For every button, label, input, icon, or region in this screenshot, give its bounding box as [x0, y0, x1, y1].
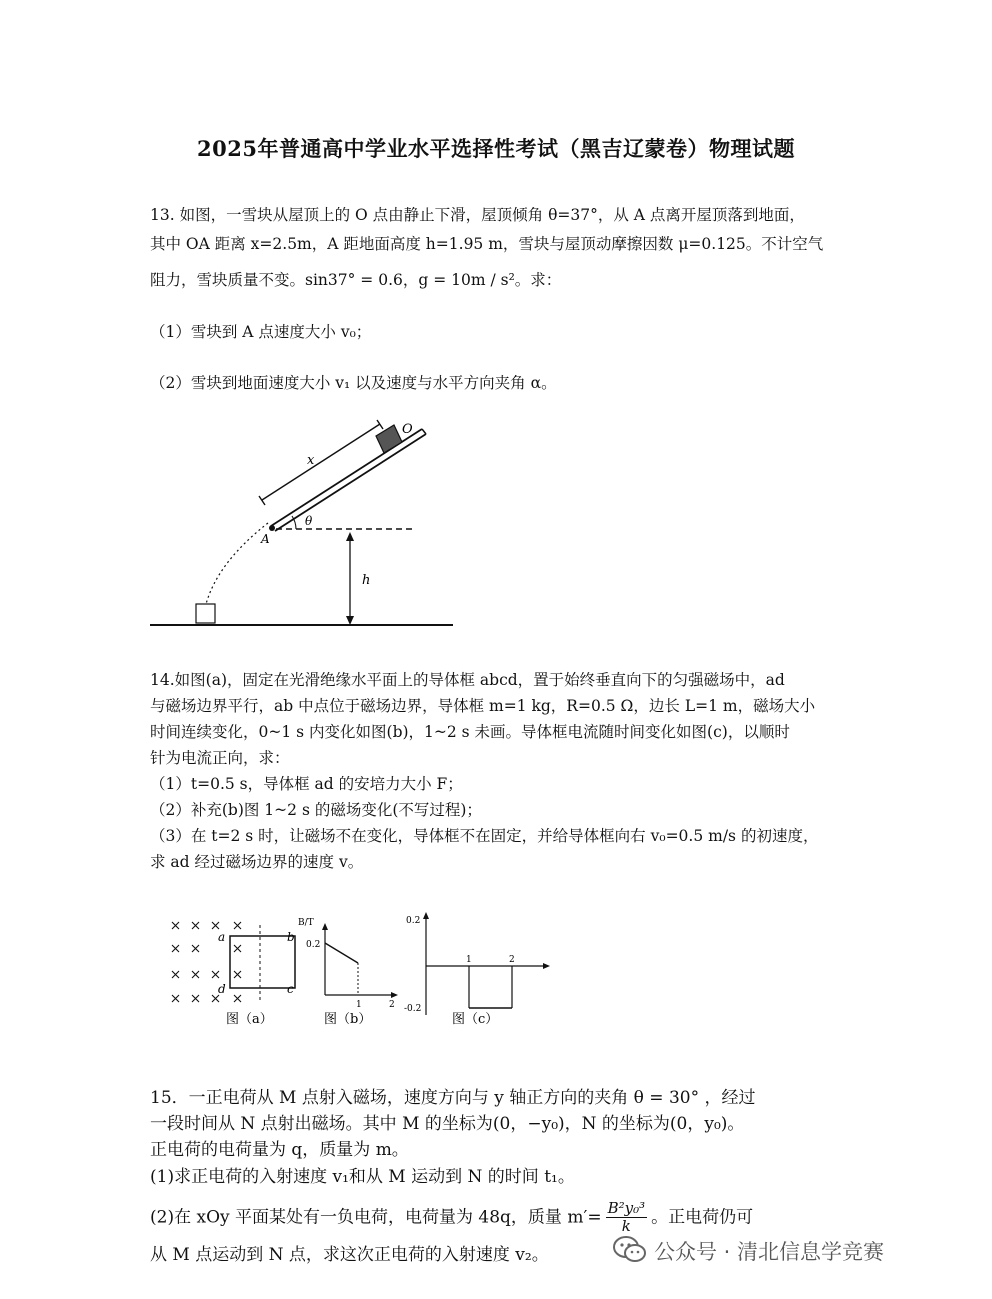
watermark — [610, 1228, 970, 1272]
q14-line-1: 14.如图(a)，固定在光滑绝缘水平面上的导体框 abcd，置于始终垂直向下的匀强磁场中，ad — [150, 671, 785, 689]
c-tick-x2: 2 — [509, 955, 515, 965]
b-tick-x2: 2 — [389, 1000, 395, 1010]
q14-sub-2: （2）补充(b)图 1~2 s 的磁场变化(不写过程)； — [150, 801, 482, 819]
fraction-denominator: k — [621, 1217, 631, 1236]
page-title: 2025年普通高中学业水平选择性考试（黑吉辽蒙卷）物理试题 — [197, 136, 795, 161]
q15-line-2: 一段时间从 N 点射出磁场。其中 M 的坐标为(0，−y₀)，N 的坐标为(0，y₀)。 — [150, 1114, 745, 1134]
roof-edge-bottom — [275, 434, 426, 531]
q13-line-1: 13. 如图，一雪块从屋顶上的 O 点由静止下滑，屋顶倾角 θ=37°，从 A 点离开屋顶落到地面， — [150, 206, 805, 224]
q14-sub-1: （1）t=0.5 s，导体框 ad 的安培力大小 F； — [150, 775, 463, 793]
label-a: a — [218, 930, 226, 944]
label-h: h — [362, 573, 371, 588]
label-theta: θ — [305, 514, 313, 528]
trajectory — [206, 523, 268, 604]
label-o: O — [402, 422, 413, 437]
q13-roof-figure — [140, 412, 460, 637]
q14-figures — [160, 905, 560, 1035]
q15-line-1: 15．一正电荷从 M 点射入磁场，速度方向与 y 轴正方向的夹角 θ = 30° ，经过 — [150, 1088, 756, 1108]
caption-c: 图（c） — [452, 1012, 499, 1027]
label-a: A — [261, 532, 270, 546]
c-tick-bottom: -0.2 — [404, 1004, 422, 1014]
caption-b: 图（b） — [324, 1012, 372, 1027]
snow-block — [376, 425, 402, 453]
q15-line-5-end: 。正电荷仍可 — [651, 1207, 754, 1228]
q15-line-5-start: (2)在 xOy 平面某处有一负电荷，电荷量为 48q，质量 m′= — [150, 1207, 602, 1228]
q13-line-2: 其中 OA 距离 x=2.5m，A 距地面高度 h=1.95 m，雪块与屋顶动摩擦因数 μ=0.125。不计空气 — [150, 235, 824, 253]
b-tick-y: 0.2 — [306, 940, 321, 950]
q13-sub-1: （1）雪块到 A 点速度大小 v₀； — [150, 323, 372, 341]
x-dimension-line — [262, 424, 380, 500]
q14-sub-3: （3）在 t=2 s 时，让磁场不在变化，导体框不在固定，并给导体框向右 v₀=0.5 m/s 的初速度， — [150, 827, 819, 845]
landing-block — [196, 604, 215, 623]
q14-line-4: 针为电流正向，求： — [150, 749, 290, 767]
b-field-segment — [325, 943, 358, 963]
b-ylabel: B/T — [298, 918, 314, 928]
conductor-frame-abcd — [230, 936, 295, 988]
point-a — [269, 525, 275, 531]
label-c: c — [287, 982, 294, 996]
wechat-icon — [612, 1232, 648, 1268]
q15-line-3: 正电荷的电荷量为 q，质量为 m。 — [150, 1140, 409, 1160]
q13-sub-2: （2）雪块到地面速度大小 v₁ 以及速度与水平方向夹角 α。 — [150, 374, 557, 392]
b-tick-x1: 1 — [356, 1000, 362, 1010]
caption-a: 图（a） — [226, 1012, 273, 1027]
c-tick-x1: 1 — [466, 955, 472, 965]
watermark-text: 公众号 · 清北信息学竞赛 — [654, 1240, 885, 1264]
label-x: x — [307, 453, 315, 468]
label-d: d — [218, 982, 226, 996]
q14-line-3: 时间连续变化，0~1 s 内变化如图(b)，1~2 s 未画。导体框电流随时间变化如图(c)，以顺时 — [150, 723, 790, 741]
q14-line-2: 与磁场边界平行，ab 中点位于磁场边界，导体框 m=1 kg，R=0.5 Ω，边长 L=1 m，磁场大小 — [150, 697, 816, 715]
q14-sub-4: 求 ad 经过磁场边界的速度 v。 — [150, 853, 364, 871]
q13-line-3: 阻力，雪块质量不变。sin37° = 0.6，g = 10m / s²。求： — [150, 271, 562, 289]
q15-line-4: (1)求正电荷的入射速度 v₁和从 M 运动到 N 的时间 t₁。 — [150, 1167, 575, 1187]
label-b: b — [287, 930, 295, 944]
q15-line-6: 从 M 点运动到 N 点，求这次正电荷的入射速度 v₂。 — [150, 1245, 549, 1265]
fraction-numerator: B²y₀³ — [607, 1199, 646, 1217]
c-tick-top: 0.2 — [406, 916, 421, 926]
